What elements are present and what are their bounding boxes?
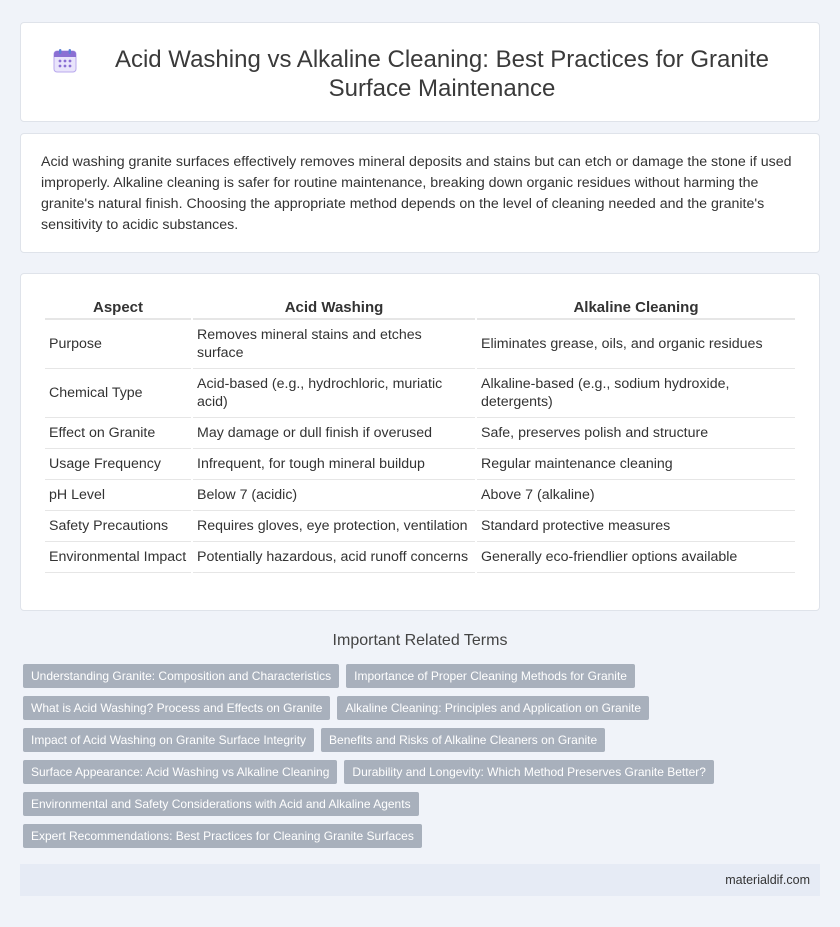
table-row — [45, 320, 795, 369]
row-acid-value: May damage or dull finish if overused — [193, 418, 475, 449]
table-row — [45, 511, 795, 542]
related-term-tag[interactable]: Benefits and Risks of Alkaline Cleaners on Granite — [321, 728, 605, 752]
row-aspect: pH Level — [45, 480, 191, 511]
related-term-tag[interactable]: What is Acid Washing? Process and Effects on Granite — [23, 696, 330, 720]
footer-site-link[interactable]: materialdif.com — [725, 873, 810, 887]
row-alkaline-value: Eliminates grease, oils, and organic residues — [477, 320, 795, 369]
row-aspect: Effect on Granite — [45, 418, 191, 449]
table-row — [45, 418, 795, 449]
related-term-tag[interactable]: Understanding Granite: Composition and Characteristics — [23, 664, 339, 688]
table-row — [45, 542, 795, 573]
row-aspect: Purpose — [45, 320, 191, 369]
row-acid-value: Acid-based (e.g., hydrochloric, muriatic acid) — [193, 369, 475, 418]
related-term-tag[interactable]: Expert Recommendations: Best Practices for Cleaning Granite Surfaces — [23, 824, 422, 848]
row-alkaline-value: Standard protective measures — [477, 511, 795, 542]
related-term-tag[interactable]: Impact of Acid Washing on Granite Surface Integrity — [23, 728, 314, 752]
row-acid-value: Requires gloves, eye protection, ventilation — [193, 511, 475, 542]
table-row — [45, 369, 795, 418]
table-row — [45, 449, 795, 480]
comparison-table-card — [20, 273, 820, 611]
row-acid-value: Potentially hazardous, acid runoff concerns — [193, 542, 475, 573]
row-alkaline-value: Alkaline-based (e.g., sodium hydroxide, detergents) — [477, 369, 795, 418]
row-aspect: Chemical Type — [45, 369, 191, 418]
footer — [20, 864, 820, 896]
intro-card — [20, 133, 820, 253]
table-header-row — [45, 294, 795, 320]
column-header-alkaline-cleaning: Alkaline Cleaning — [477, 294, 795, 320]
related-terms-heading: Important Related Terms — [332, 632, 508, 649]
row-alkaline-value: Generally eco-friendlier options available — [477, 542, 795, 573]
row-acid-value: Infrequent, for tough mineral buildup — [193, 449, 475, 480]
row-alkaline-value: Above 7 (alkaline) — [477, 480, 795, 511]
row-alkaline-value: Regular maintenance cleaning — [477, 449, 795, 480]
row-aspect: Usage Frequency — [45, 449, 191, 480]
related-term-tag[interactable]: Importance of Proper Cleaning Methods for Granite — [346, 664, 635, 688]
row-acid-value: Removes mineral stains and etches surface — [193, 320, 475, 369]
related-term-tag[interactable]: Environmental and Safety Considerations with Acid and Alkaline Agents — [23, 792, 419, 816]
row-alkaline-value: Safe, preserves polish and structure — [477, 418, 795, 449]
comparison-table — [43, 294, 797, 573]
calendar-icon — [51, 47, 79, 75]
column-header-acid-washing: Acid Washing — [193, 294, 475, 320]
header-card — [20, 22, 820, 122]
related-term-tag[interactable]: Surface Appearance: Acid Washing vs Alkaline Cleaning — [23, 760, 337, 784]
related-terms-list — [23, 664, 823, 856]
row-aspect: Environmental Impact — [45, 542, 191, 573]
row-acid-value: Below 7 (acidic) — [193, 480, 475, 511]
column-header-aspect: Aspect — [45, 294, 191, 320]
row-aspect: Safety Precautions — [45, 511, 191, 542]
related-term-tag[interactable]: Durability and Longevity: Which Method Preserves Granite Better? — [344, 760, 714, 784]
table-row — [45, 480, 795, 511]
intro-paragraph: Acid washing granite surfaces effectively removes mineral deposits and stains but can etch or damage the stone if used improperly. Alkaline cleaning is safer for routine maintenance, breaking down organic residues without harming the granite's natural finish. Choosing the appropriate method depends on the level of cleaning needed and the granite's sensitivity to acidic substances. — [41, 154, 792, 233]
page-title: Acid Washing vs Alkaline Cleaning: Best Practices for Granite Surface Maintenance — [114, 46, 770, 102]
related-term-tag[interactable]: Alkaline Cleaning: Principles and Application on Granite — [337, 696, 649, 720]
